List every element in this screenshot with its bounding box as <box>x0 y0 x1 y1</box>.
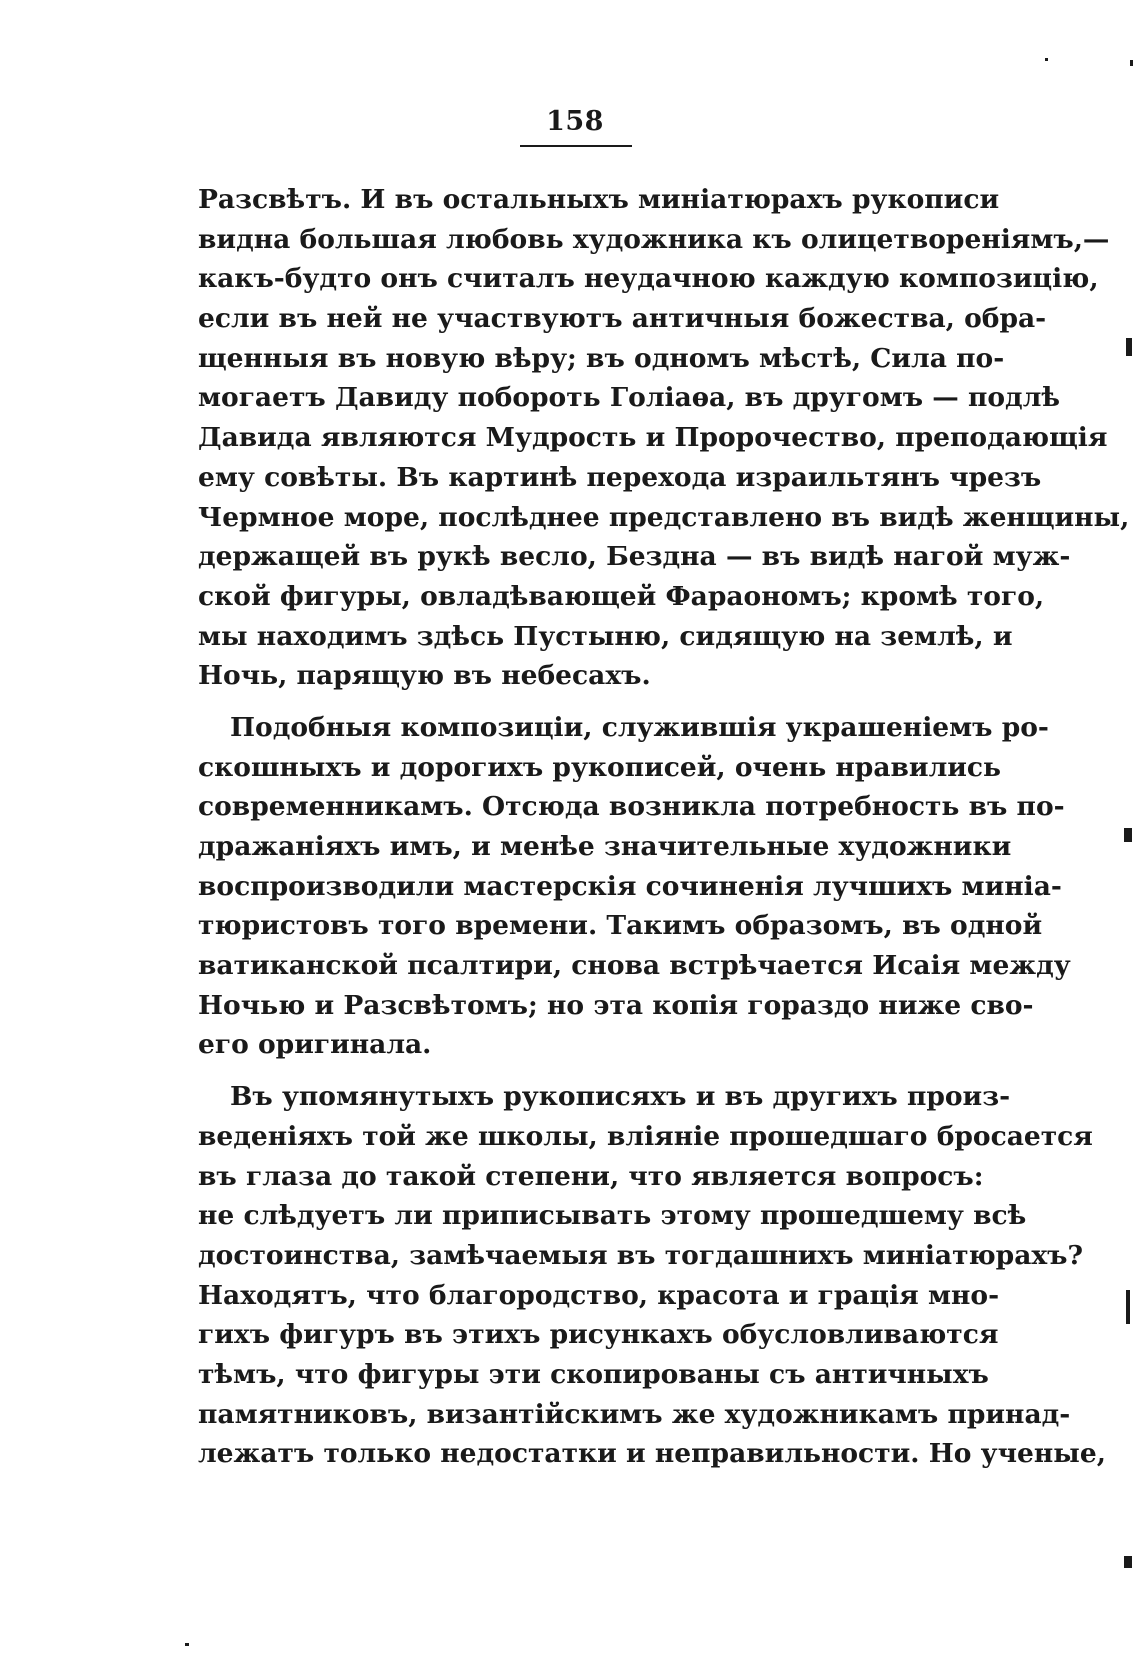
text-line: мы находимъ здѣсь Пустыню, сидящую на землѣ, и <box>198 620 1013 652</box>
scan-mark <box>1124 828 1132 842</box>
text-line: Разсвѣтъ. И въ остальныхъ миніатюрахъ рукописи <box>198 184 1000 215</box>
text-line: держащей въ рукѣ весло, Бездна — въ видѣ нагой муж- <box>198 541 1071 573</box>
scan-mark <box>185 1643 189 1646</box>
text-line: Чермное море, послѣднее представлено въ видѣ женщины, <box>198 501 1130 533</box>
text-line: скошныхъ и дорогихъ рукописей, очень нравились <box>198 751 1002 783</box>
text-line: не слѣдуетъ ли приписывать этому прошедшему всѣ <box>198 1200 1027 1232</box>
text-line: ему совѣты. Въ картинѣ перехода израильтянъ чрезъ <box>198 461 1042 493</box>
page-number-rule <box>520 145 632 147</box>
text-line: воспроизводили мастерскія сочиненія лучшихъ миніа- <box>198 870 1062 902</box>
scan-mark <box>1126 338 1132 356</box>
text-line: щенныя въ новую вѣру; въ одномъ мѣстѣ, Сила по- <box>198 342 1005 374</box>
text-body <box>198 180 1130 1474</box>
text-line: въ глаза до такой степени, что является вопросъ: <box>198 1160 984 1192</box>
text-line: Ночь, парящую въ небесахъ. <box>198 660 651 692</box>
text-line: тѣмъ, что фигуры эти скопированы съ античныхъ <box>198 1358 989 1390</box>
paragraph-1 <box>198 180 1130 696</box>
text-line: какъ-будто онъ считалъ неудачною каждую композицію, <box>198 263 1099 295</box>
page-number: 158 <box>546 106 604 137</box>
text-line: современникамъ. Отсюда возникла потребность въ по- <box>198 791 1065 823</box>
text-line: могаетъ Давиду побороть Голіаѳа, въ другомъ — подлѣ <box>198 382 1061 414</box>
text-line: достоинства, замѣчаемыя въ тогдашнихъ миніатюрахъ? <box>198 1239 1084 1271</box>
text-line: Давида являются Мудрость и Пророчество, преподающія <box>198 422 1108 454</box>
text-line: если въ ней не участвуютъ античныя божества, обра- <box>198 303 1047 335</box>
scan-mark <box>1124 1556 1132 1568</box>
paragraph-3 <box>198 1077 1106 1474</box>
paragraph-2 <box>198 708 1071 1065</box>
text-line: лежатъ только недостатки и неправильности. Но ученые, <box>198 1438 1106 1470</box>
text-line: ватиканской псалтири, снова встрѣчается Исаія между <box>198 950 1071 982</box>
text-line: памятниковъ, византійскимъ же художникамъ принад- <box>198 1398 1071 1430</box>
scan-mark <box>1045 58 1048 61</box>
text-line: его оригинала. <box>198 1029 432 1061</box>
text-line: Ночью и Разсвѣтомъ; но эта копія гораздо ниже сво- <box>198 989 1034 1021</box>
text-line: гихъ фигуръ въ этихъ рисункахъ обусловливаются <box>198 1319 999 1351</box>
text-line: тюристовъ того времени. Такимъ образомъ, въ одной <box>198 910 1043 942</box>
text-line: видна большая любовь художника къ олицетвореніямъ,— <box>198 223 1110 255</box>
text-line: Находятъ, что благородство, красота и грація мно- <box>198 1279 1000 1311</box>
text-line: Въ упомянутыхъ рукописяхъ и въ другихъ произ- <box>230 1081 1011 1113</box>
text-line: Подобныя композиціи, служившія украшеніемъ ро- <box>230 711 1049 743</box>
text-line: веденіяхъ той же школы, вліяніе прошедшаго бросается <box>198 1120 1093 1152</box>
scan-mark <box>1130 60 1133 66</box>
scan-mark <box>1126 1290 1130 1324</box>
text-line: ской фигуры, овладѣвающей Фараономъ; кромѣ того, <box>198 580 1045 612</box>
text-line: дражаніяхъ имъ, и менѣе значительные художники <box>198 831 1012 862</box>
